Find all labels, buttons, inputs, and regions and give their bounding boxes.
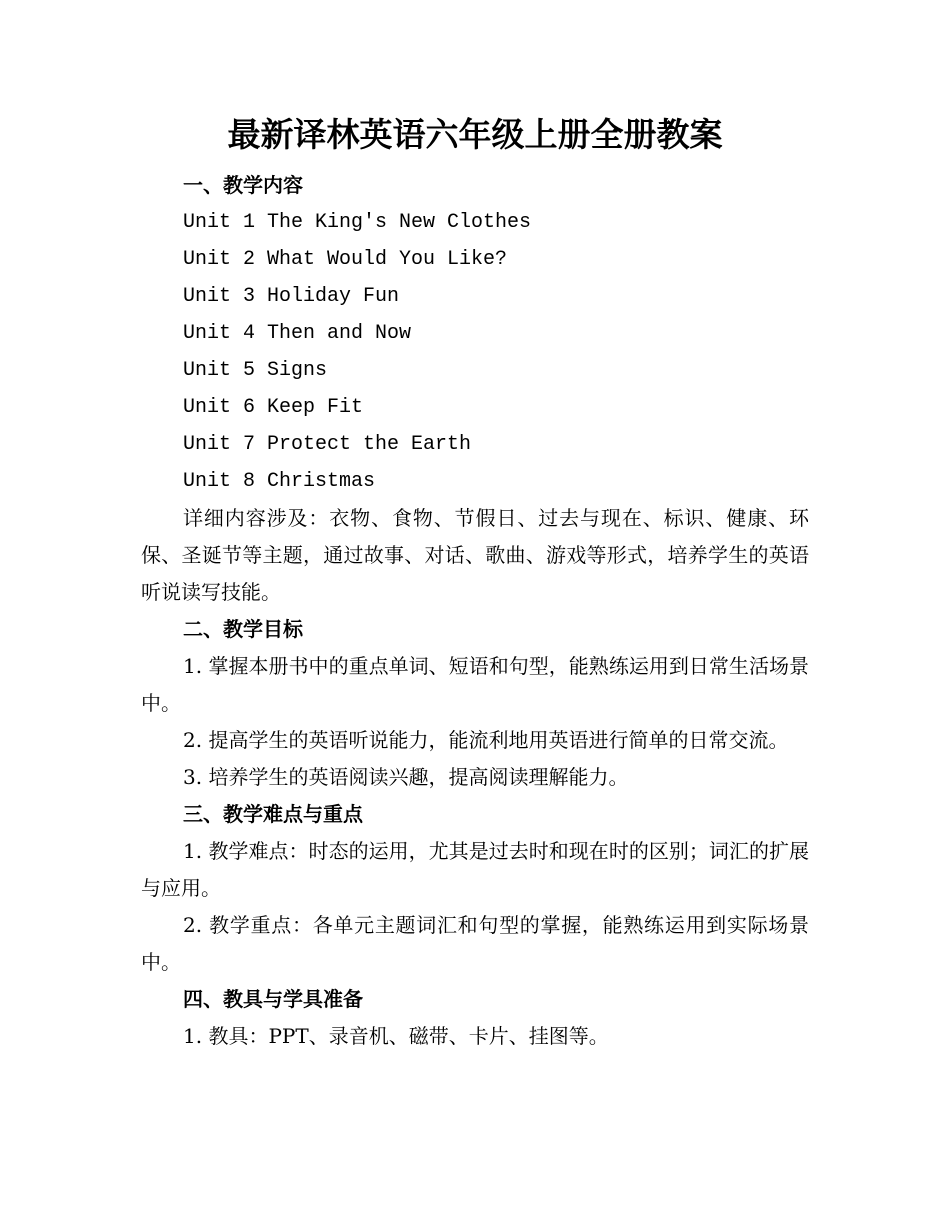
unit-item: Unit 8 Christmas <box>183 470 376 493</box>
document-title: 最新译林英语六年级上册全册教案 <box>227 115 723 154</box>
difficulty-item: 2. 教学重点：各单元主题词汇和句型的掌握，能熟练运用到实际场景中。 <box>141 913 809 974</box>
content-detail-paragraph: 详细内容涉及：衣物、食物、节假日、过去与现在、标识、健康、环保、圣诞节等主题，通过故事、对话、歌曲、游戏等形式，培养学生的英语听说读写技能。 <box>141 506 809 604</box>
tools-item: 1. 教具：PPT、录音机、磁带、卡片、挂图等。 <box>183 1024 609 1048</box>
unit-item: Unit 5 Signs <box>183 359 328 382</box>
goal-item: 2. 提高学生的英语听说能力，能流利地用英语进行简单的日常交流。 <box>183 728 789 752</box>
section-heading-tools: 四、教具与学具准备 <box>183 987 363 1011</box>
unit-item: Unit 6 Keep Fit <box>183 396 364 419</box>
unit-item: Unit 2 What Would You Like? <box>183 248 508 271</box>
goal-item: 1. 掌握本册书中的重点单词、短语和句型，能熟练运用到日常生活场景中。 <box>141 654 809 715</box>
unit-item: Unit 4 Then and Now <box>183 322 412 345</box>
unit-item: Unit 7 Protect the Earth <box>183 433 472 456</box>
section-heading-goals: 二、教学目标 <box>183 617 303 641</box>
unit-item: Unit 1 The King's New Clothes <box>183 211 532 234</box>
section-heading-difficulties: 三、教学难点与重点 <box>183 802 363 826</box>
goal-item: 3. 培养学生的英语阅读兴趣，提高阅读理解能力。 <box>183 765 629 789</box>
unit-item: Unit 3 Holiday Fun <box>183 285 400 308</box>
document-body <box>141 167 809 1055</box>
difficulty-item: 1. 教学难点：时态的运用，尤其是过去时和现在时的区别；词汇的扩展与应用。 <box>141 839 809 900</box>
section-heading-content: 一、教学内容 <box>183 173 303 197</box>
